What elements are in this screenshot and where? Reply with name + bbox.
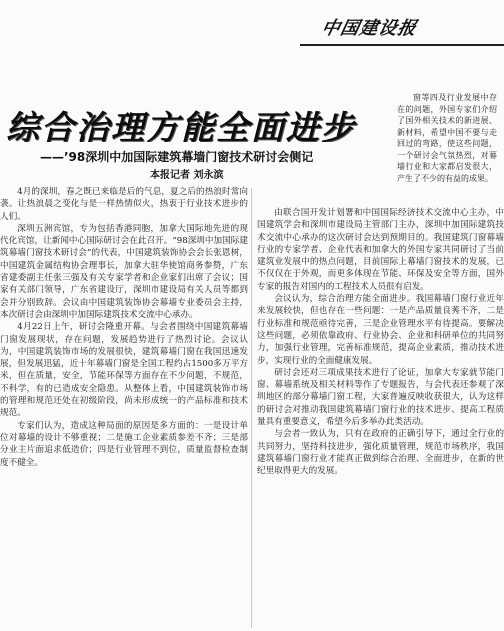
paragraph: 4月22日上午，研讨会隆重开幕。与会者围绕中国建筑幕墙门窗发展现状，存在问题，发展趋势进行了热烈讨论。会议认为，中国建筑装饰市场的发展很快，建筑幕墙门窗在我国迅速发展，但发展迅猛，近十年幕墙门窗是全国工程约占1500多万平方米，但在质量，安全，节能环保等方面存在不少问题，不规范，不科学，有的已造成安全隐患。从整体上看，中国建筑装饰市场的管理和规范还处在初级阶段，尚未形成统一的产品标准和技术规范。	[0, 322, 248, 419]
paragraph: 深圳五洲宾馆，专为包括香港同胞，加拿大国际地先进的现代化宾馆，让新闻中心国际研讨会在此召开。“98深圳中加国际建筑幕墙门窗技术研讨会”的代表，中国建筑装饰协会会长张恩树，中国建筑金属结构协会理事长，加拿大驻华使馆商务参赞，广东省建委副主任张三强及有关专家学者和企业家们出席了会议；国家有关部门领导，广东省建设厅，深圳市建设局有关人员等都到会并分别致辞。会议由中国建筑装饰协会幕墙专业委员会主持，本次研讨会由深圳中加国际建筑技术交流中心承办。	[0, 223, 248, 320]
paragraph: 研讨会还对三项成果技术进行了论证，加拿大专家就节能门窗、幕墙系统及相关材料等作了专题报告，与会代表还参观了深圳地区的部分幕墙门窗工程，大家普遍反映收获很大，认为这样的研讨会对推动我国建筑幕墙门窗行业的技术进步、提高工程质量具有重要意义，希望今后多举办此类活动。	[257, 367, 504, 428]
left-column	[0, 186, 248, 631]
paragraph: 与会者一致认为，只有在政府的正确引导下，通过全行业的共同努力，坚持科技进步，强化质量管理，规范市场秩序，我国建筑幕墙门窗行业才能真正做到综合治理、全面进步，在新的世纪里取得更大的发展。	[257, 429, 504, 477]
paragraph: 窗等四及行业发展中存在的问题，外国专家们介绍了国外相关技术的新进展、新材料，希望中国不要与走回过的弯路，使这些问题，一个研讨会气氛热烈，对幕墙行业和大家都启发很大，产生了不少的有益的成果。	[397, 93, 497, 183]
column-divider	[251, 188, 252, 628]
article-headline: 综合治理方能全面进步	[6, 108, 356, 142]
right-main-column	[257, 207, 504, 631]
paragraph: 由联合国开发计划署和中国国际经济技术交流中心主办，中国建筑学会和深圳市建设局主管部门主办，深圳中加国际建筑技术交流中心承办的这次研讨会达到预期目的。我国建筑门窗幕墙行业的专家学者、企业代表和加拿大的外国专家共同研讨了当前建筑业发展中的热点问题，目前国际上幕墙门窗技术的发展，已不仅仅在于外观，而更多体现在节能、环保及安全等方面，国外专家的报告对国内的工程技术人员很有启发。	[257, 208, 504, 292]
article-subtitle: ——’98深圳中加国际建筑幕墙门窗技术研讨会侧记	[40, 150, 314, 164]
newspaper-masthead: 中国建设报	[319, 18, 419, 39]
paragraph: 专家们认为，造成这种局面的原因是多方面的：一是设计单位对幕墙的设计不够重视；二是施工企业素质参差不齐；三是部分业主片面追求低造价；四是行业管理不到位，质量监督检查制度不健全。	[0, 420, 248, 468]
article-byline: 本报记者 刘永滨	[150, 170, 224, 181]
paragraph: 会议认为，综合治理方能全面进步。我国幕墙门窗行业近年来发展较快，但也存在一些问题：一是产品质量良莠不齐，二是行业标准和规范亟待完善，三是企业管理水平有待提高。要解决这些问题，必须依靠政府、行业协会、企业和科研单位的共同努力，加强行业管理，完善标准规范，提高企业素质，推动技术进步，实现行业的全面健康发展。	[257, 294, 504, 366]
right-top-column	[397, 92, 497, 202]
paragraph: 4月的深圳，春之既已来临是后的气息，夏之后的热浪时常向袭。让热浪晨之变化与是一样热情似火，热衷于行业技术进步的人们。	[0, 187, 248, 222]
masthead-rule	[300, 44, 504, 46]
